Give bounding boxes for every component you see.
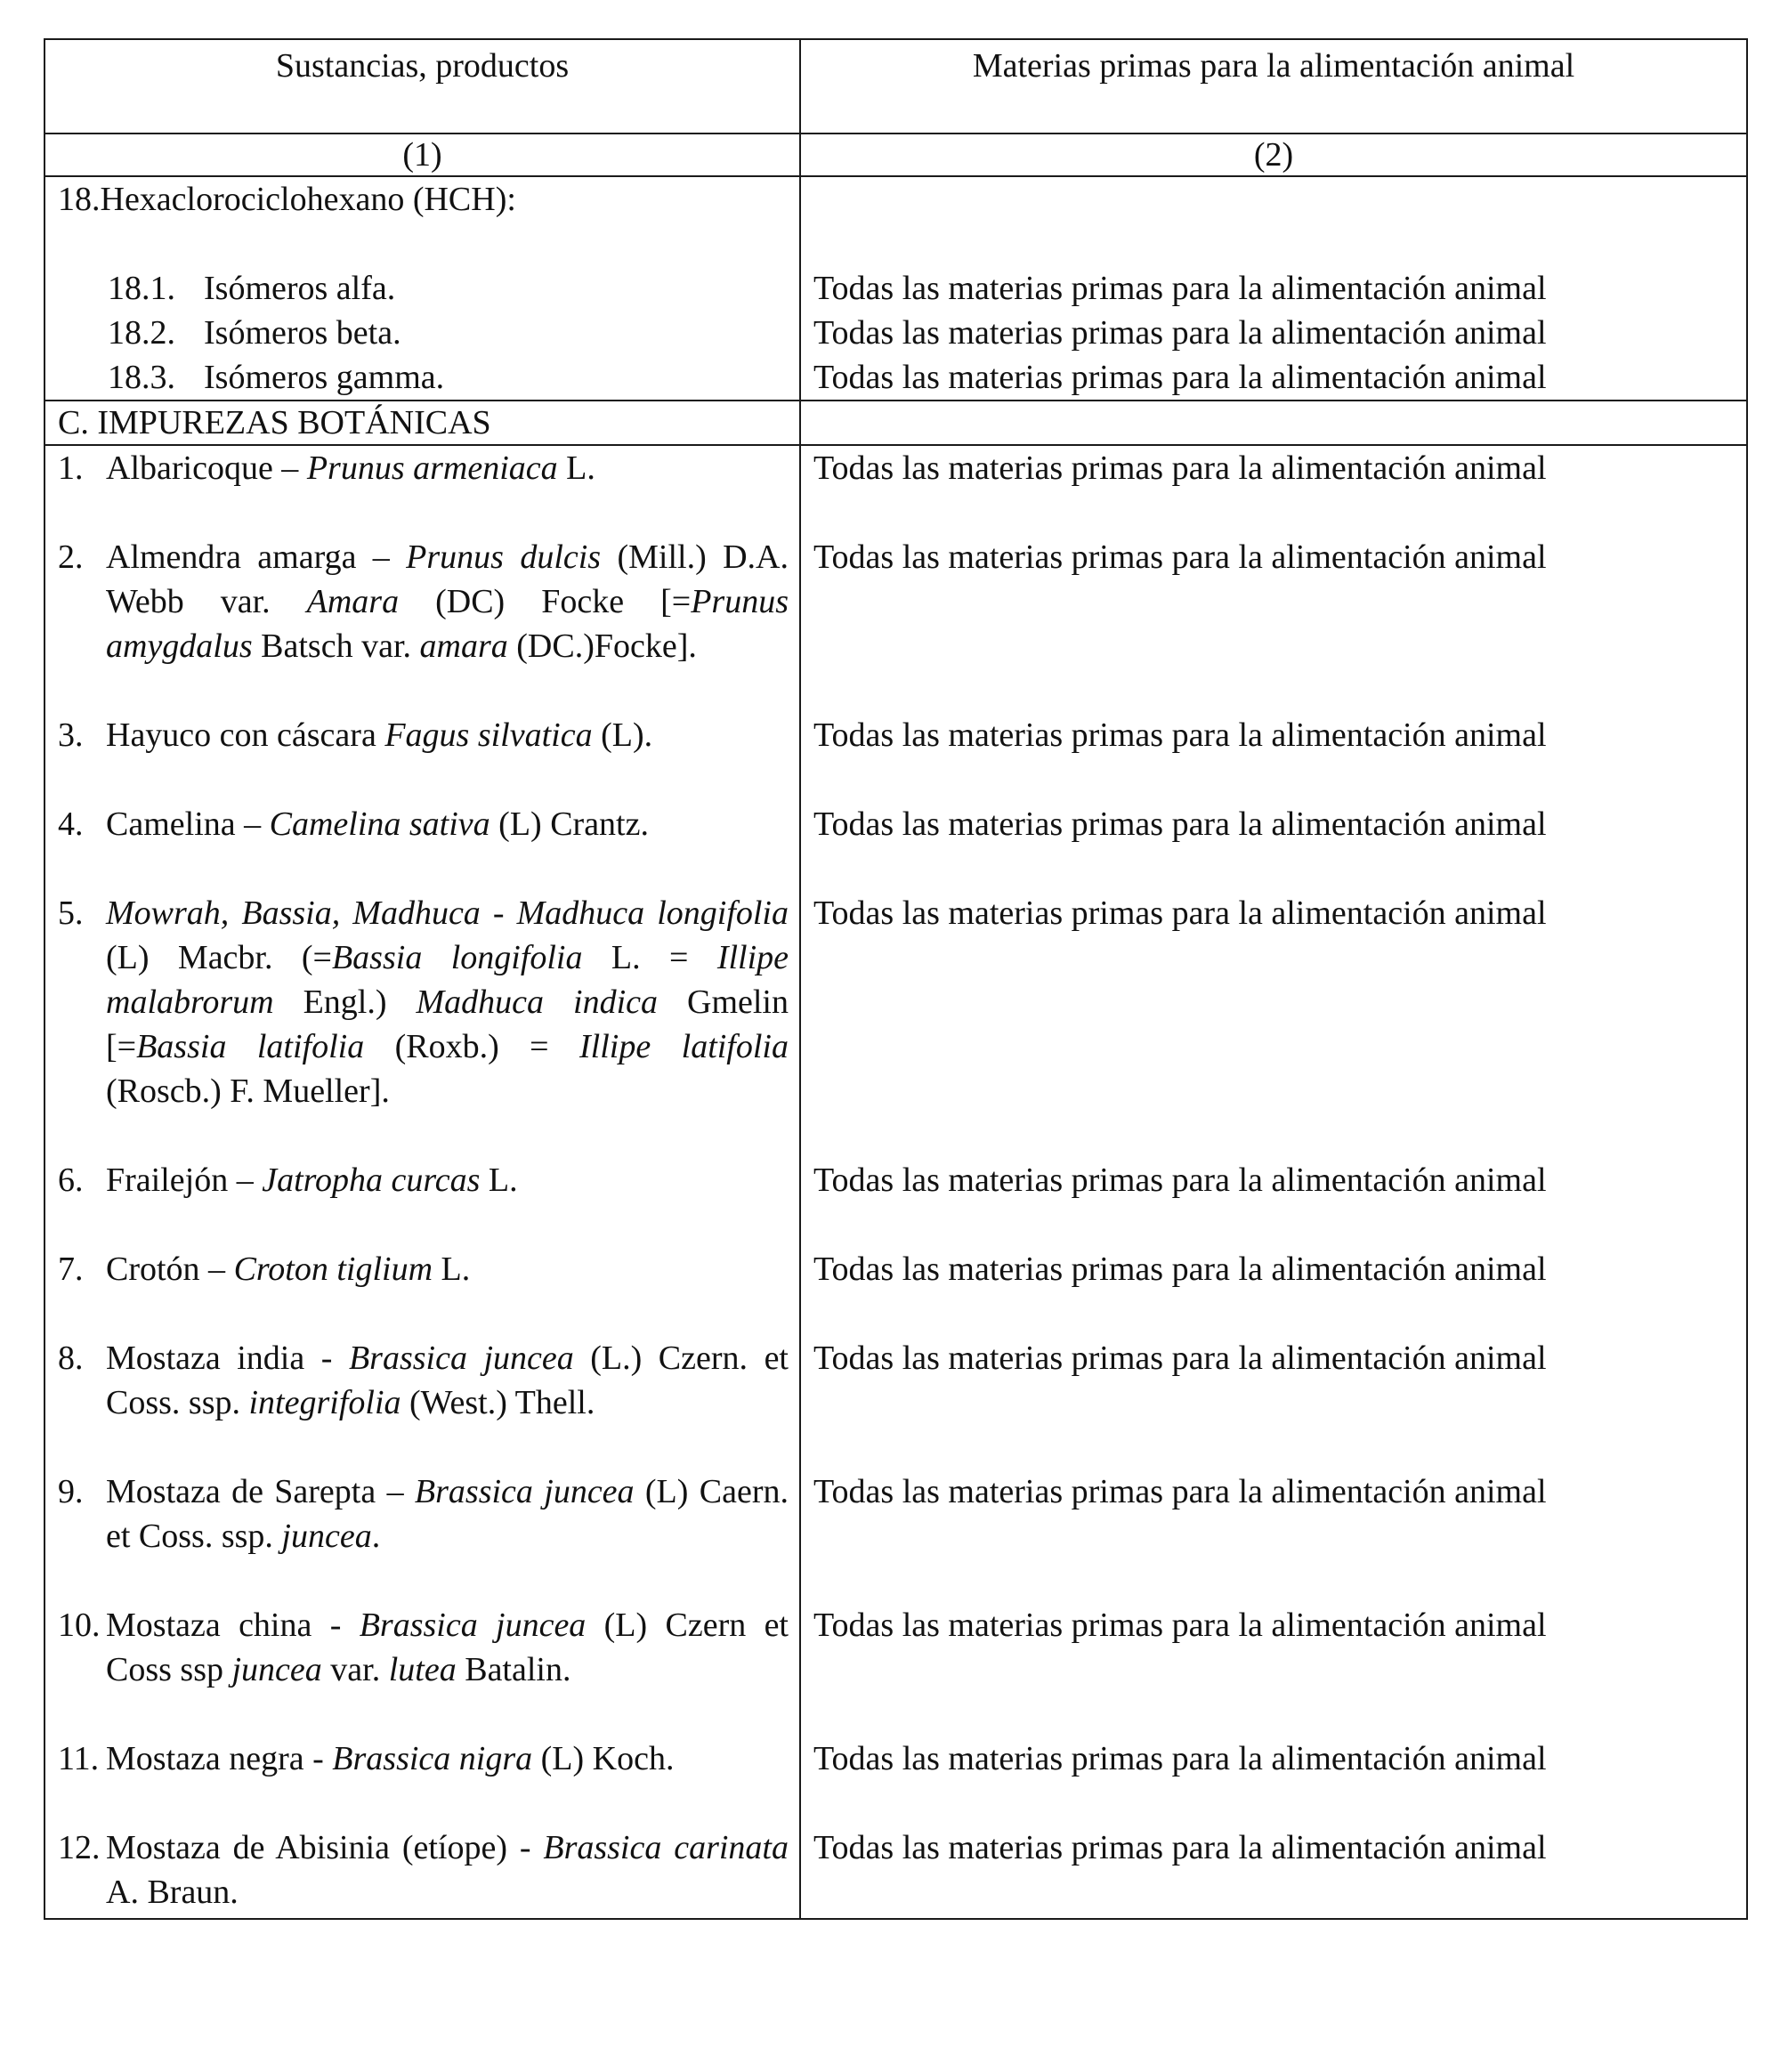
header-substances-label: Sustancias, productos xyxy=(275,47,570,85)
item-number: 8. xyxy=(58,1340,84,1377)
hch-subitem-number: 18.3. xyxy=(108,359,175,396)
botanical-item xyxy=(45,1825,799,1914)
header-feed-materials-label: Materias primas para la alimentación animal xyxy=(972,47,1575,85)
botanical-item xyxy=(45,1336,799,1425)
item-target: Todas las materias primas para la alimentación animal xyxy=(813,716,1547,754)
item-text: (L) Crantz. xyxy=(490,805,649,843)
hch-subitem-number: 18.1. xyxy=(108,270,175,307)
item-text: (L) Koch. xyxy=(532,1740,675,1777)
item-text: L. xyxy=(433,1250,471,1288)
botanical-item xyxy=(45,1247,799,1291)
section-c-cell xyxy=(44,401,800,445)
item-text: Crotón – xyxy=(106,1250,234,1288)
hch-substances-cell xyxy=(44,176,800,401)
hch-subitem-label: Isómeros alfa. xyxy=(204,270,396,307)
item-text: Frailejón – xyxy=(106,1161,263,1199)
item-description xyxy=(106,535,789,668)
item-number: 1. xyxy=(58,449,84,487)
column-number-2: (2) xyxy=(800,134,1747,176)
hch-subitem-target: Todas las materias primas para la alimentación animal xyxy=(813,314,1547,352)
item-species-name: Camelina sativa xyxy=(269,805,490,843)
item-species-name: Brassica carinata xyxy=(543,1829,789,1866)
hch-subitem-label: Isómeros beta. xyxy=(204,314,401,352)
item-text: Albaricoque – xyxy=(106,449,307,487)
item-text: Engl.) xyxy=(273,983,417,1021)
items-targets-cell xyxy=(800,445,1747,1919)
item-species-name: Brassica juncea xyxy=(348,1340,574,1377)
botanical-item xyxy=(45,713,799,757)
item-species-name: Amara xyxy=(306,583,400,620)
item-text: Batalin. xyxy=(456,1651,571,1688)
column-number-row xyxy=(44,134,1747,176)
item-species-name: Prunus dulcis xyxy=(406,538,602,576)
item-species-name: Illipe malabrorum xyxy=(106,939,789,1021)
item-target: Todas las materias primas para la alimentación animal xyxy=(813,1607,1547,1644)
item-text: L. xyxy=(557,449,595,487)
item-species-name: integrifolia xyxy=(248,1384,401,1421)
botanical-item xyxy=(45,535,799,668)
items-substances-cell xyxy=(44,445,800,1919)
botanical-item xyxy=(45,446,799,490)
item-target: Todas las materias primas para la alimentación animal xyxy=(813,1829,1547,1866)
item-number: 5. xyxy=(58,894,84,932)
regulation-table xyxy=(44,38,1748,1920)
item-target: Todas las materias primas para la alimentación animal xyxy=(813,1473,1547,1510)
item-target: Todas las materias primas para la alimentación animal xyxy=(813,538,1547,576)
item-text: (Roxb.) = xyxy=(364,1028,580,1065)
item-number: 10. xyxy=(58,1607,101,1644)
hch-title: 18.Hexaclorociclohexano (HCH): xyxy=(58,181,516,218)
item-text: (Mill.) D.A. Webb var. xyxy=(106,538,789,620)
item-text: (L.) Czern. et Coss. ssp. xyxy=(106,1340,789,1421)
item-description xyxy=(106,1247,789,1291)
item-species-name: juncea xyxy=(231,1651,322,1688)
header-substances xyxy=(44,39,800,134)
item-text: (Roscb.) F. Mueller]. xyxy=(106,1072,390,1110)
item-species-name: amara xyxy=(419,627,508,665)
column-number-1: (1) xyxy=(44,134,800,176)
item-species-name: lutea xyxy=(388,1651,457,1688)
item-description xyxy=(106,1736,789,1781)
item-text: Almendra amarga – xyxy=(106,538,407,576)
item-number: 12. xyxy=(58,1829,101,1866)
item-target: Todas las materias primas para la alimentación animal xyxy=(813,1740,1547,1777)
item-species-name: juncea xyxy=(281,1518,372,1555)
hch-subitem-target: Todas las materias primas para la alimentación animal xyxy=(813,270,1547,307)
section-c-title: C. IMPUREZAS BOTÁNICAS xyxy=(58,404,491,441)
item-description xyxy=(106,446,789,490)
item-text: (West.) Thell. xyxy=(400,1384,595,1421)
botanical-item xyxy=(45,1736,799,1781)
item-text: Hayuco con cáscara xyxy=(106,716,385,754)
item-text: (L) Czern et Coss ssp xyxy=(106,1607,789,1688)
items-row xyxy=(44,445,1747,1919)
item-number: 6. xyxy=(58,1161,84,1199)
item-species-name: Brassica juncea xyxy=(359,1607,587,1644)
item-species-name: Bassia longifolia xyxy=(331,939,583,976)
header-row xyxy=(44,39,1747,134)
botanical-item xyxy=(45,1469,799,1558)
botanical-item xyxy=(45,802,799,846)
hch-subitem xyxy=(108,311,799,355)
item-target: Todas las materias primas para la alimentación animal xyxy=(813,894,1547,932)
hch-subitem-number: 18.2. xyxy=(108,314,175,352)
item-description xyxy=(106,802,789,846)
hch-subitem xyxy=(108,266,799,311)
hch-targets-cell xyxy=(800,176,1747,401)
item-text: (DC.)Focke]. xyxy=(507,627,697,665)
item-species-name: Croton tiglium xyxy=(233,1250,433,1288)
item-number: 9. xyxy=(58,1473,84,1510)
item-description xyxy=(106,1158,789,1202)
item-number: 7. xyxy=(58,1250,84,1288)
item-text: var. xyxy=(321,1651,389,1688)
item-description xyxy=(106,713,789,757)
item-species-name: Brassica nigra xyxy=(332,1740,533,1777)
item-description xyxy=(106,1825,789,1914)
item-text: Camelina – xyxy=(106,805,270,843)
hch-row xyxy=(44,176,1747,401)
item-species-name: Prunus amygdalus xyxy=(106,583,789,665)
item-number: 4. xyxy=(58,805,84,843)
header-feed-materials xyxy=(800,39,1747,134)
item-target: Todas las materias primas para la alimentación animal xyxy=(813,805,1547,843)
item-text: (L). xyxy=(592,716,653,754)
item-description xyxy=(106,891,789,1113)
item-text: (L) Macbr. (= xyxy=(106,939,332,976)
item-text: Mostaza de Abisinia (etíope) - xyxy=(106,1829,544,1866)
item-text: Batsch var. xyxy=(252,627,420,665)
item-species-name: Prunus armeniaca xyxy=(306,449,558,487)
botanical-item xyxy=(45,1158,799,1202)
botanical-item xyxy=(45,1603,799,1692)
item-species-name: Madhuca indica xyxy=(416,983,659,1021)
item-number: 2. xyxy=(58,538,84,576)
item-number: 3. xyxy=(58,716,84,754)
item-text: Mostaza de Sarepta – xyxy=(106,1473,415,1510)
item-species-name: Brassica juncea xyxy=(414,1473,635,1510)
item-text: (DC) Focke [= xyxy=(399,583,692,620)
item-text: (L) Caern. et Coss. ssp. xyxy=(106,1473,789,1555)
item-species-name: Mowrah, Bassia, Madhuca - Madhuca longifolia xyxy=(106,894,789,932)
item-description xyxy=(106,1336,789,1425)
item-text: . xyxy=(371,1518,381,1555)
item-text: L. xyxy=(480,1161,518,1199)
item-species-name: Jatropha curcas xyxy=(262,1161,481,1199)
botanical-item xyxy=(45,891,799,1113)
section-c-empty-cell xyxy=(800,401,1747,445)
item-text: Mostaza china - xyxy=(106,1607,360,1644)
item-text: A. Braun. xyxy=(106,1874,239,1911)
item-description xyxy=(106,1603,789,1692)
item-target: Todas las materias primas para la alimentación animal xyxy=(813,449,1547,487)
hch-subitem-label: Isómeros gamma. xyxy=(204,359,445,396)
hch-subitem xyxy=(108,355,799,400)
item-target: Todas las materias primas para la alimentación animal xyxy=(813,1250,1547,1288)
section-row xyxy=(44,401,1747,445)
item-number: 11. xyxy=(58,1740,100,1777)
item-target: Todas las materias primas para la alimentación animal xyxy=(813,1340,1547,1377)
item-text: Mostaza negra - xyxy=(106,1740,333,1777)
item-text: L. = xyxy=(582,939,717,976)
item-text: Gmelin [= xyxy=(106,983,789,1065)
item-species-name: Bassia latifolia xyxy=(136,1028,365,1065)
item-species-name: Illipe latifolia xyxy=(579,1028,789,1065)
item-description xyxy=(106,1469,789,1558)
item-text: Mostaza india - xyxy=(106,1340,349,1377)
item-species-name: Fagus silvatica xyxy=(384,716,593,754)
hch-subitem-target: Todas las materias primas para la alimentación animal xyxy=(813,359,1547,396)
item-target: Todas las materias primas para la alimentación animal xyxy=(813,1161,1547,1199)
